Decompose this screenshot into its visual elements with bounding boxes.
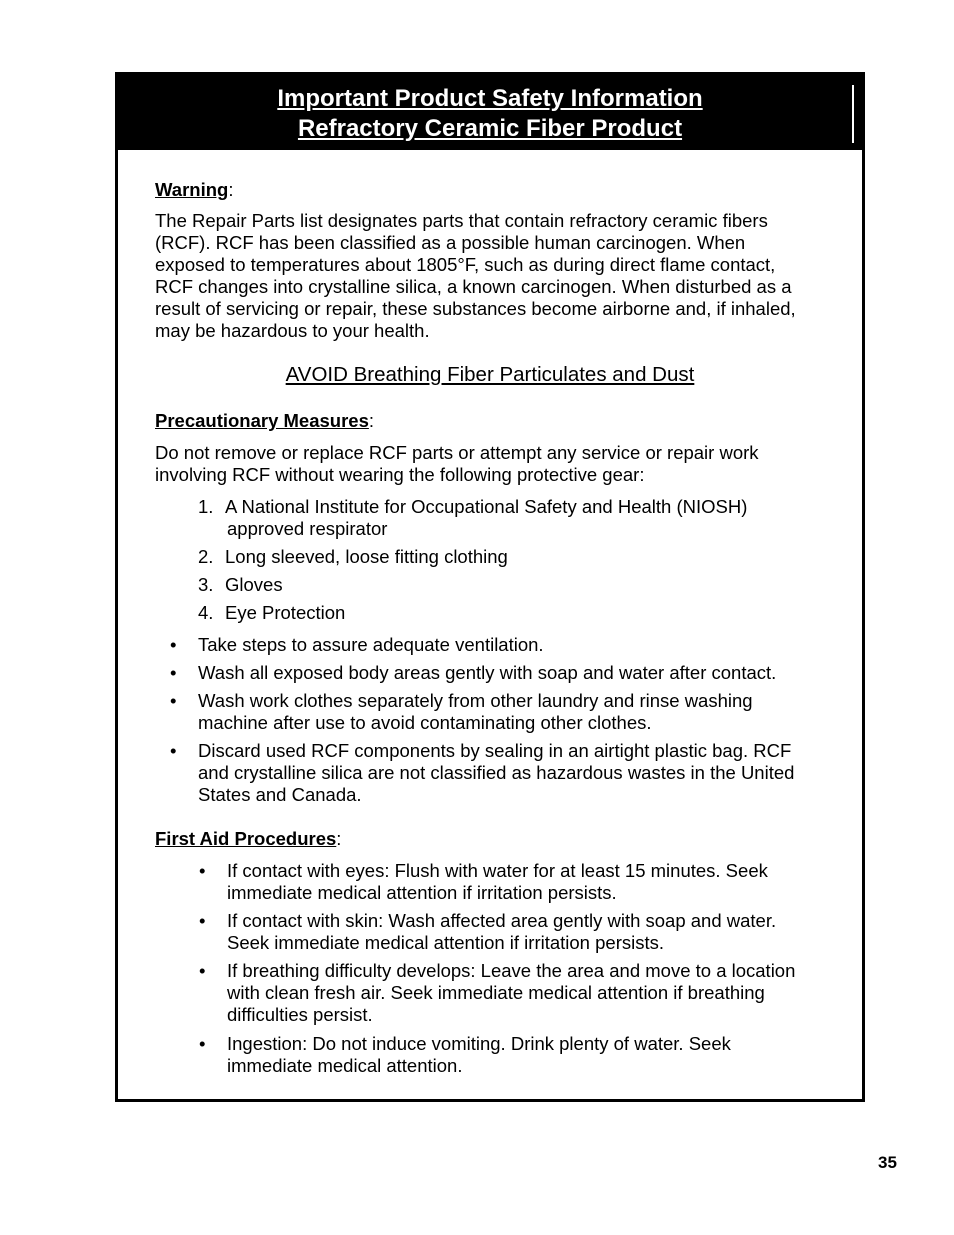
banner-divider [852,85,854,143]
precautionary-intro [155,442,759,486]
bullet-line: machine after use to avoid contaminating other clothes. [198,712,652,733]
first-aid-heading-row [155,828,341,850]
warning-line: may be hazardous to your health. [155,320,430,341]
bullet-line: and crystalline silica are not classified as hazardous wastes in the United [198,762,795,783]
numbered-line: Long sleeved, loose fitting clothing [225,546,508,567]
bullet-line: Discard used RCF components by sealing in an airtight plastic bag. RCF [198,740,792,761]
first-aid-line: Ingestion: Do not induce vomiting. Drink plenty of water. Seek [227,1033,731,1054]
banner-title-line-1: Important Product Safety Information [277,85,703,112]
warning-line: (RCF). RCF has been classified as a possible human carcinogen. When [155,232,746,253]
numbered-item [225,602,345,624]
numbered-marker: 3. [198,574,214,595]
numbered-line: approved respirator [227,518,388,539]
intro-line: Do not remove or replace RCF parts or attempt any service or repair work [155,442,759,463]
numbered-marker: 1. [198,496,214,517]
bullet-item [198,690,753,734]
warning-heading-row [155,179,233,201]
avoid-notice: AVOID Breathing Fiber Particulates and Dust [285,363,695,386]
first-aid-item [227,960,795,1026]
first-aid-line: If contact with eyes: Flush with water for at least 15 minutes. Seek [227,860,768,881]
first-aid-line: difficulties persist. [227,1004,373,1025]
first-aid-colon: : [336,828,342,849]
precautionary-heading-row [155,410,374,432]
banner-title-line-2: Refractory Ceramic Fiber Product [297,115,683,142]
numbered-item [225,496,747,540]
first-aid-item [227,1033,731,1077]
numbered-line: Eye Protection [225,602,346,623]
page-number: 35 [878,1153,897,1172]
precautionary-colon: : [368,410,375,431]
first-aid-heading: First Aid Procedures [155,828,337,849]
bullet-item [198,634,544,656]
warning-colon: : [228,179,234,200]
numbered-line: Gloves [225,574,283,595]
first-aid-item [227,860,768,904]
warning-line: result of servicing or repair, these substances become airborne and, if inhaled, [155,298,796,319]
first-aid-line: If contact with skin: Wash affected area gently with soap and water. [227,910,777,931]
numbered-marker: 4. [198,602,214,623]
bullet-line: Wash work clothes separately from other laundry and rinse washing [198,690,753,711]
first-aid-line: immediate medical attention. [227,1055,463,1076]
numbered-item [225,574,283,596]
bullet-marker: • [170,662,177,683]
warning-heading: Warning [155,179,229,200]
bullet-item [198,662,776,684]
bullet-marker: • [199,960,206,981]
first-aid-line: Seek immediate medical attention if irritation persists. [227,932,664,953]
bullet-marker: • [170,740,177,761]
warning-paragraph [155,210,796,342]
bullet-line: Take steps to assure adequate ventilation. [198,634,544,655]
bullet-line: States and Canada. [198,784,362,805]
numbered-item [225,546,508,568]
intro-line: involving RCF without wearing the following protective gear: [155,464,645,485]
bullet-marker: • [170,690,177,711]
first-aid-line: immediate medical attention if irritation persists. [227,882,617,903]
precautionary-heading: Precautionary Measures [155,410,369,431]
bullet-marker: • [170,634,177,655]
warning-line: RCF changes into crystalline silica, a known carcinogen. When disturbed as a [155,276,792,297]
bullet-line: Wash all exposed body areas gently with soap and water after contact. [198,662,777,683]
numbered-line: A National Institute for Occupational Safety and Health (NIOSH) [225,496,748,517]
bullet-marker: • [199,1033,206,1054]
bullet-item [198,740,794,806]
warning-line: exposed to temperatures about 1805°F, such as during direct flame contact, [155,254,776,275]
numbered-marker: 2. [198,546,214,567]
first-aid-line: with clean fresh air. Seek immediate medical attention if breathing [227,982,765,1003]
bullet-marker: • [199,860,206,881]
first-aid-line: If breathing difficulty develops: Leave the area and move to a location [227,960,796,981]
warning-line: The Repair Parts list designates parts that contain refractory ceramic fibers [155,210,768,231]
first-aid-item [227,910,776,954]
title-banner [118,75,862,150]
bullet-marker: • [199,910,206,931]
